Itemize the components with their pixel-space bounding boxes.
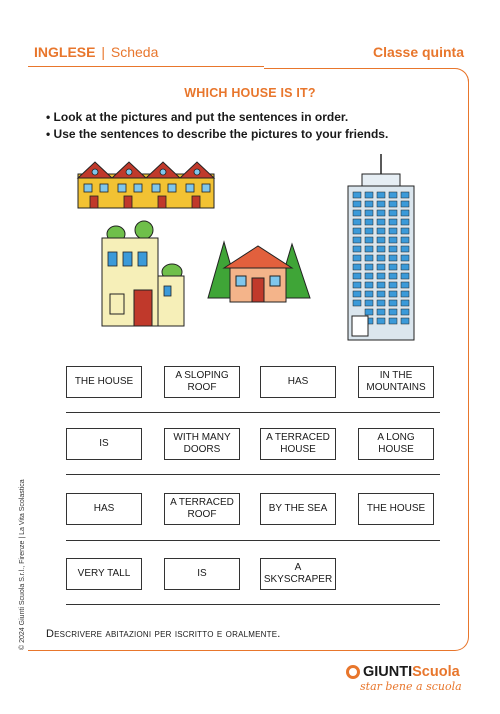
skyscraper-window <box>389 219 397 225</box>
worksheet-frame-top <box>264 68 469 83</box>
skyscraper-window <box>389 246 397 252</box>
skyscraper-window <box>377 264 385 270</box>
terraced-roof-house-illustration <box>98 220 188 330</box>
skyscraper-window <box>377 192 385 198</box>
mountain-house-illustration <box>206 240 312 306</box>
skyscraper-window <box>401 237 409 243</box>
publisher-logo <box>346 664 466 700</box>
skyscraper-window <box>389 192 397 198</box>
g-logo-icon <box>346 665 360 679</box>
skyscraper-window <box>377 228 385 234</box>
skyscraper-window <box>377 210 385 216</box>
skyscraper-window <box>389 228 397 234</box>
word-card[interactable]: A SLOPING ROOF <box>164 366 240 398</box>
skyscraper-window <box>353 237 361 243</box>
skyscraper-window <box>401 300 409 306</box>
skyscraper-window <box>353 291 361 297</box>
skyscraper-window <box>365 264 373 270</box>
skyscraper-window <box>401 282 409 288</box>
logo-tagline: star bene a scuola <box>360 680 462 693</box>
skyscraper-window <box>389 318 397 324</box>
skyscraper-window <box>365 201 373 207</box>
skyscraper-window <box>401 273 409 279</box>
header-separator: | <box>101 44 105 60</box>
skyscraper-window <box>353 273 361 279</box>
answer-line <box>66 540 440 541</box>
header-subject <box>34 44 158 60</box>
word-card[interactable]: A TERRACED HOUSE <box>260 428 336 460</box>
skyscraper-window <box>401 246 409 252</box>
skyscraper-window <box>389 291 397 297</box>
skyscraper-window <box>365 309 373 315</box>
word-card[interactable]: HAS <box>260 366 336 398</box>
skyscraper-window <box>401 219 409 225</box>
skyscraper-window <box>353 219 361 225</box>
word-card[interactable]: THE HOUSE <box>358 493 434 525</box>
skyscraper-window <box>377 309 385 315</box>
skyscraper-window <box>353 201 361 207</box>
skyscraper-window <box>353 228 361 234</box>
skyscraper-window <box>353 255 361 261</box>
skyscraper-window <box>377 246 385 252</box>
skyscraper-window <box>377 219 385 225</box>
skyscraper-window <box>401 210 409 216</box>
skyscraper-window <box>389 210 397 216</box>
skyscraper-window <box>389 237 397 243</box>
word-card[interactable]: IS <box>66 428 142 460</box>
instruction-1: • Look at the pictures and put the sentences in order. <box>46 110 349 124</box>
skyscraper-window <box>401 192 409 198</box>
skyscraper-window <box>365 246 373 252</box>
skyscraper-window <box>401 255 409 261</box>
skyscraper-window <box>365 273 373 279</box>
copyright-notice: © 2024 Giunti Scuola S.r.l., Firenze | La Vita Scolastica <box>19 479 26 650</box>
skyscraper-window <box>365 291 373 297</box>
skyscraper-window <box>389 309 397 315</box>
skyscraper-window <box>365 228 373 234</box>
skyscraper-window <box>401 264 409 270</box>
learning-objective: Descrivere abitazioni per iscritto e oralmente. <box>46 628 281 640</box>
skyscraper-window <box>377 318 385 324</box>
skyscraper-window <box>389 201 397 207</box>
skyscraper-window <box>377 237 385 243</box>
word-card[interactable]: HAS <box>66 493 142 525</box>
skyscraper-window <box>389 282 397 288</box>
subtitle-label: Scheda <box>110 44 159 60</box>
answer-line <box>66 604 440 605</box>
word-card[interactable]: VERY TALL <box>66 558 142 590</box>
terraced-houses-illustration <box>76 160 216 212</box>
worksheet-title: WHICH HOUSE IS IT? <box>184 86 316 100</box>
answer-line <box>66 412 440 413</box>
skyscraper-window <box>353 210 361 216</box>
skyscraper-window <box>389 255 397 261</box>
skyscraper-window <box>353 264 361 270</box>
skyscraper-window <box>377 282 385 288</box>
word-card[interactable]: IS <box>164 558 240 590</box>
skyscraper-window <box>377 291 385 297</box>
skyscraper-window <box>377 300 385 306</box>
skyscraper-window <box>365 219 373 225</box>
skyscraper-illustration <box>344 152 418 342</box>
skyscraper-window <box>401 291 409 297</box>
skyscraper-window <box>365 255 373 261</box>
skyscraper-window <box>365 282 373 288</box>
skyscraper-window <box>365 192 373 198</box>
word-card[interactable]: A TERRACED ROOF <box>164 493 240 525</box>
skyscraper-window <box>389 273 397 279</box>
word-card[interactable]: IN THE MOUNTAINS <box>358 366 434 398</box>
instruction-2: • Use the sentences to describe the pictures to your friends. <box>46 127 389 141</box>
skyscraper-window <box>377 201 385 207</box>
subject-label: INGLESE <box>34 44 96 60</box>
word-card[interactable]: A LONG HOUSE <box>358 428 434 460</box>
skyscraper-window <box>389 300 397 306</box>
skyscraper-window <box>353 300 361 306</box>
skyscraper-window <box>401 201 409 207</box>
skyscraper-window <box>377 273 385 279</box>
skyscraper-window <box>401 318 409 324</box>
logo-brand: GIUNTI <box>363 664 413 680</box>
skyscraper-window <box>401 228 409 234</box>
header-rule <box>28 66 264 67</box>
skyscraper-window <box>365 237 373 243</box>
word-card[interactable]: A SKYSCRAPER <box>260 558 336 590</box>
skyscraper-window <box>353 282 361 288</box>
class-level: Classe quinta <box>372 44 464 60</box>
skyscraper-window <box>377 255 385 261</box>
skyscraper-window <box>353 246 361 252</box>
word-card[interactable]: THE HOUSE <box>66 366 142 398</box>
skyscraper-window <box>401 309 409 315</box>
skyscraper-window <box>365 210 373 216</box>
skyscraper-window <box>353 192 361 198</box>
skyscraper-window <box>389 264 397 270</box>
answer-line <box>66 474 440 475</box>
logo-brand-2: Scuola <box>412 664 460 680</box>
skyscraper-window <box>365 300 373 306</box>
word-card[interactable]: BY THE SEA <box>260 493 336 525</box>
word-card[interactable]: WITH MANY DOORS <box>164 428 240 460</box>
